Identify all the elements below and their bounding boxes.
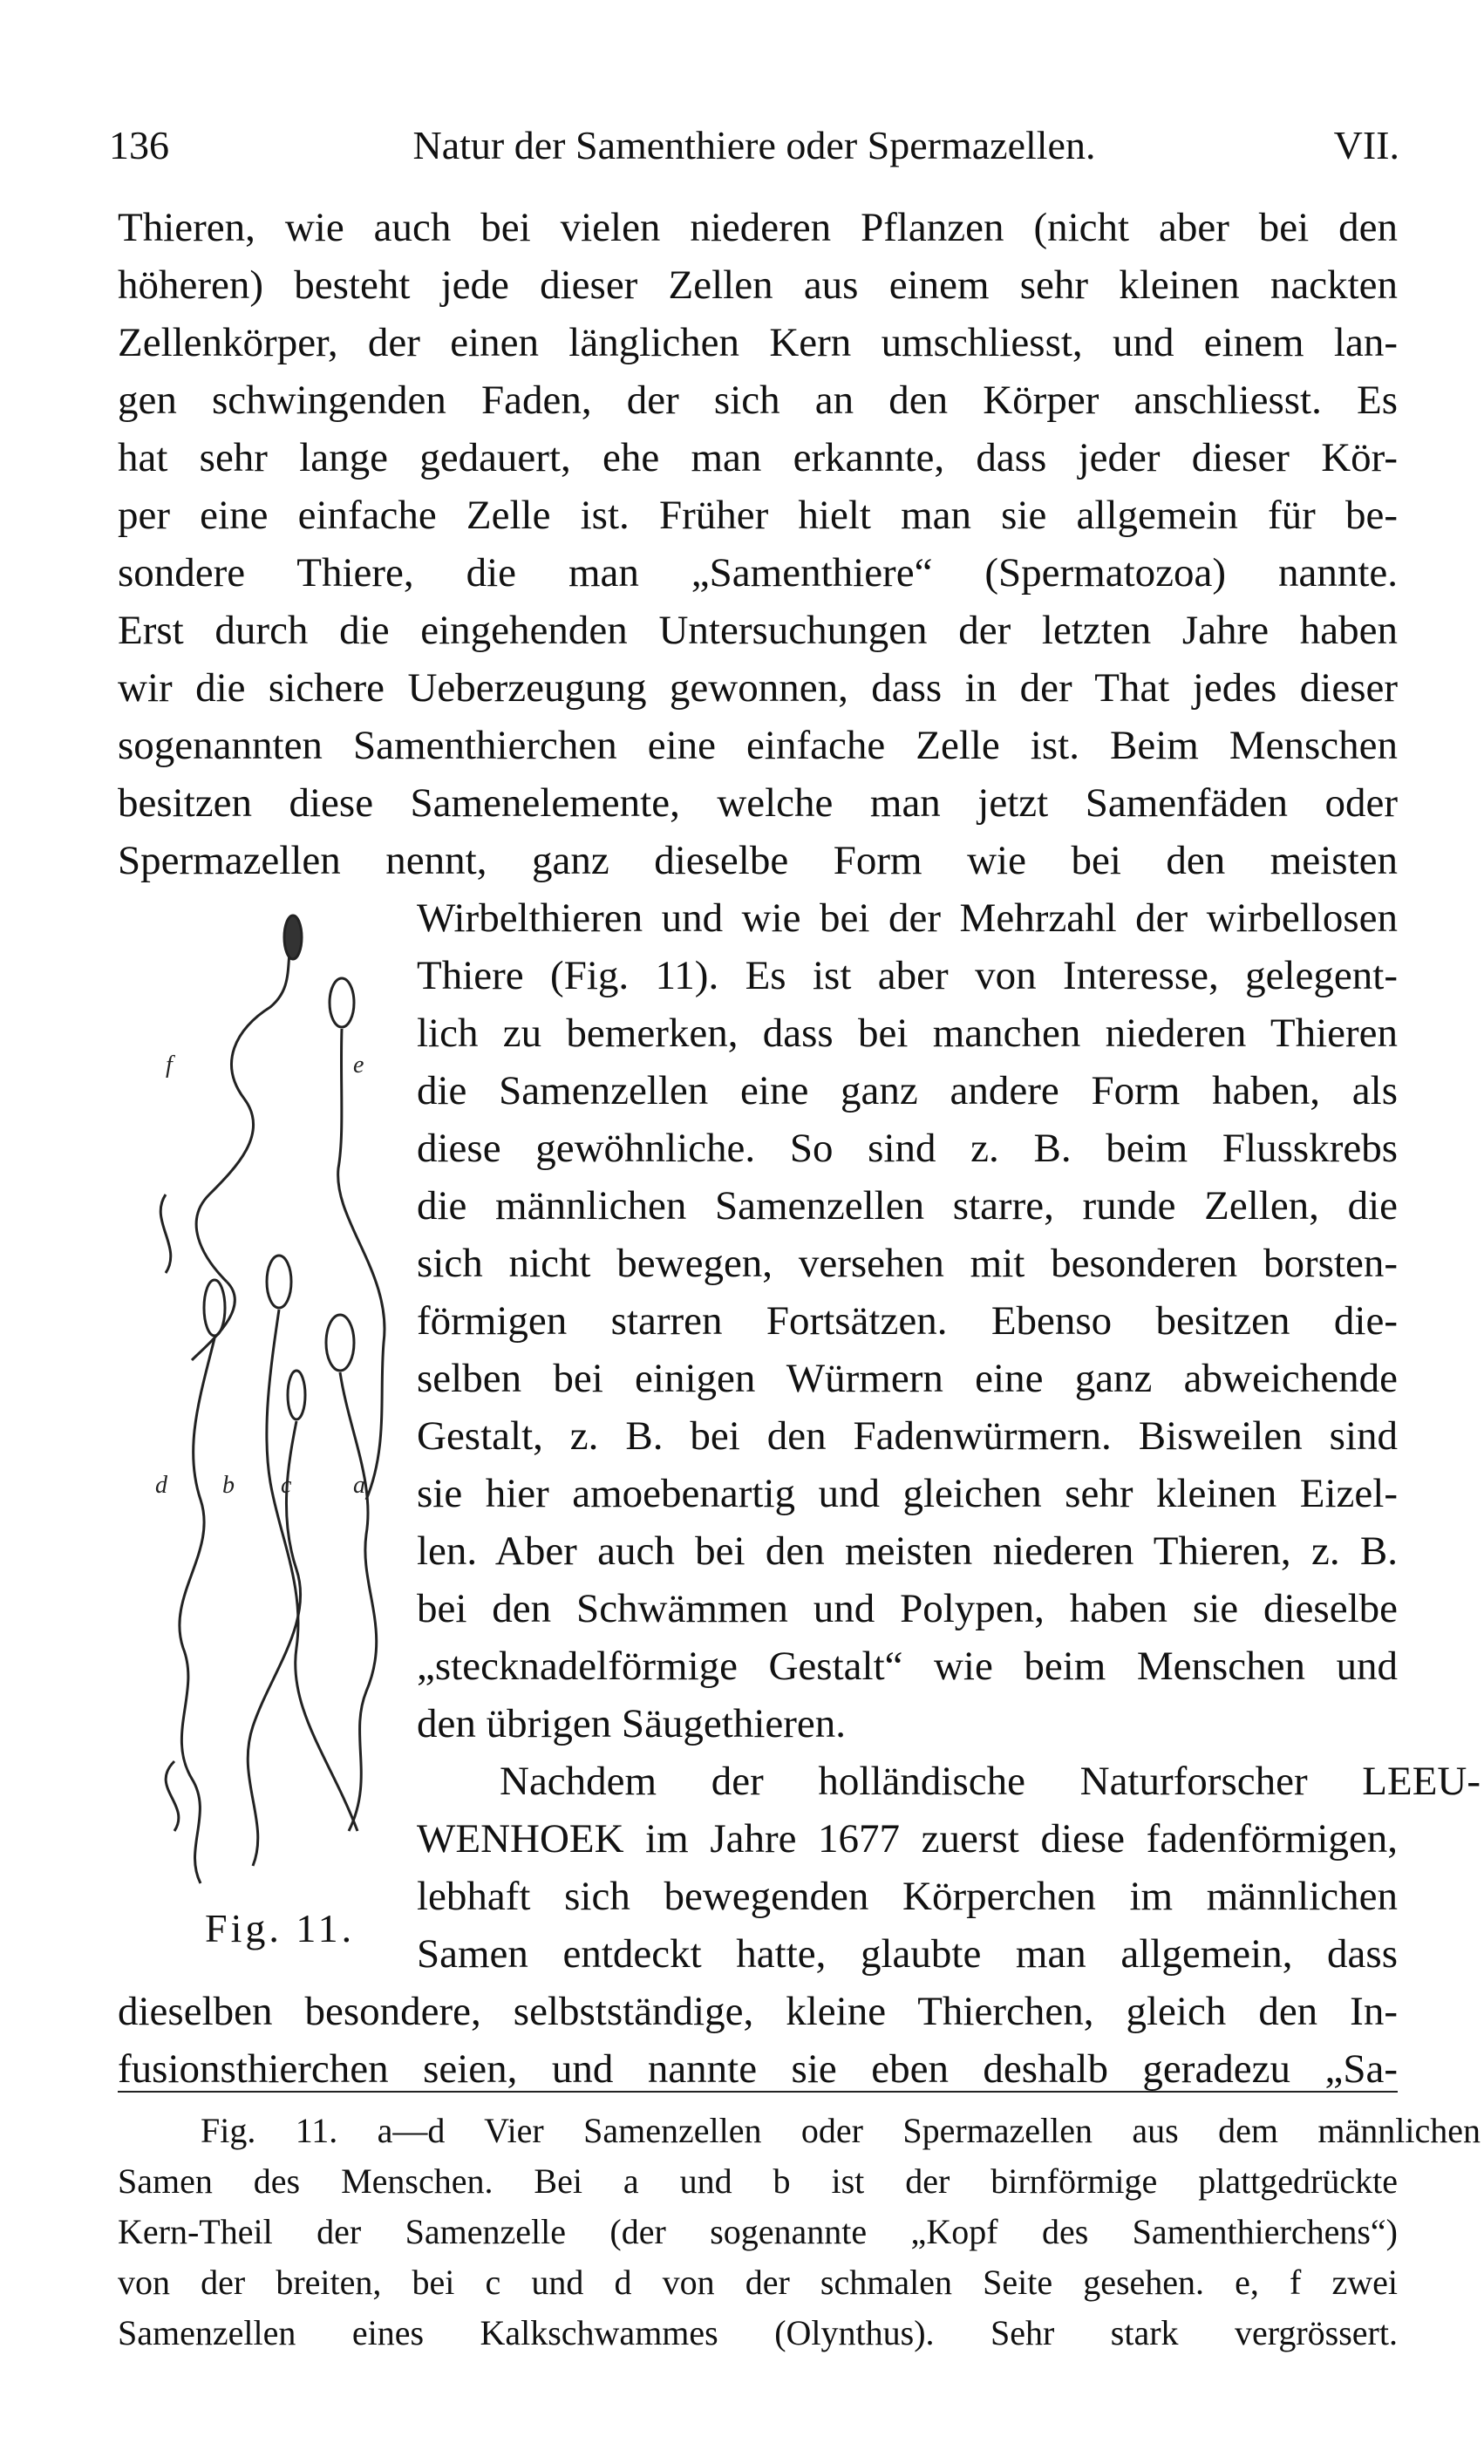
body-line: hat sehr lange gedauert, ehe man erkannte, dass jeder dieser Kör-: [118, 435, 1398, 480]
body-line: höheren) besteht jede dieser Zellen aus einem sehr kleinen nackten: [118, 262, 1398, 308]
body-line: diese gewöhnliche. So sind z. B. beim Flusskrebs: [417, 1126, 1398, 1171]
body-line: wir die sichere Ueberzeugung gewonnen, dass in der That jedes dieser: [118, 665, 1398, 711]
body-line: Zellenkörper, der einen länglichen Kern umschliesst, und einem lan-: [118, 320, 1398, 365]
chapter-number: VII.: [1333, 123, 1399, 167]
figure-letter-a: a: [353, 1472, 365, 1499]
body-line: besitzen diese Samenelemente, welche man jetzt Samenfäden oder: [118, 780, 1398, 826]
caption-line: Kern-Theil der Samenzelle (der sogenannte „Kopf des Samenthierchens“): [118, 2212, 1398, 2251]
figure-label: Fig. 11.: [205, 1906, 356, 1950]
caption-line: Samenzellen eines Kalkschwammes (Olynthus). Sehr stark vergrössert.: [118, 2313, 1398, 2352]
body-line: len. Aber auch bei den meisten niederen Thieren, z. B.: [417, 1528, 1398, 1574]
body-line: WENHOEK im Jahre 1677 zuerst diese fadenförmigen,: [417, 1816, 1398, 1862]
body-line: gen schwingenden Faden, der sich an den Körper anschliesst. Es: [118, 378, 1398, 423]
body-line: den übrigen Säugethieren.: [417, 1701, 847, 1746]
caption-line: Samen des Menschen. Bei a und b ist der birnförmige plattgedrückte: [118, 2161, 1398, 2201]
running-title: Natur der Samenthiere oder Spermazellen.: [412, 123, 1096, 167]
running-header: [109, 122, 1399, 174]
caption-line: von der breiten, bei c und d von der schmalen Seite gesehen. e, f zwei: [118, 2263, 1398, 2302]
body-line: Thiere (Fig. 11). Es ist aber von Interesse, gelegent-: [417, 953, 1398, 998]
body-line: fusionsthierchen seien, und nannte sie eben deshalb geradezu „Sa-: [118, 2046, 1398, 2092]
body-line: Spermazellen nennt, ganz dieselbe Form wie bei den meisten: [118, 838, 1398, 883]
body-line: Samen entdeckt hatte, glaubte man allgemein, dass: [417, 1931, 1398, 1977]
body-line: förmigen starren Fortsätzen. Ebenso besitzen die-: [417, 1298, 1398, 1344]
body-line: die Samenzellen eine ganz andere Form haben, als: [417, 1068, 1398, 1113]
body-line: Thieren, wie auch bei vielen niederen Pflanzen (nicht aber bei den: [118, 205, 1398, 250]
body-line: sondere Thiere, die man „Samenthiere“ (Spermatozoa) nannte.: [118, 550, 1398, 596]
figure-letter-f: f: [166, 1052, 173, 1079]
body-line: lebhaft sich bewegenden Körperchen im männlichen: [417, 1874, 1398, 1919]
figure-letter-c: c: [281, 1472, 292, 1499]
body-line: Gestalt, z. B. bei den Fadenwürmern. Bisweilen sind: [417, 1413, 1398, 1459]
spermatozoa-drawing: [131, 907, 410, 1927]
figure-letter-b: b: [222, 1472, 235, 1499]
body-line: sich nicht bewegen, versehen mit besonderen borsten-: [417, 1241, 1398, 1286]
caption-line: Fig. 11. a—d Vier Samenzellen oder Spermazellen aus dem männlichen: [201, 2111, 1481, 2150]
body-line: sie hier amoebenartig und gleichen sehr kleinen Eizel-: [417, 1471, 1398, 1516]
body-line: bei den Schwämmen und Polypen, haben sie dieselbe: [417, 1586, 1398, 1631]
figure-11-illustration: [131, 907, 410, 1927]
figure-letter-d: d: [155, 1472, 167, 1499]
body-line: sogenannten Samenthierchen eine einfache Zelle ist. Beim Menschen: [118, 723, 1398, 768]
body-line: Erst durch die eingehenden Untersuchungen der letzten Jahre haben: [118, 608, 1398, 653]
body-line: selben bei einigen Würmern eine ganz abweichende: [417, 1356, 1398, 1401]
body-line: die männlichen Samenzellen starre, runde Zellen, die: [417, 1183, 1398, 1229]
body-line: per eine einfache Zelle ist. Früher hielt man sie allgemein für be-: [118, 493, 1398, 538]
figure-letter-e: e: [353, 1052, 364, 1079]
body-line: lich zu bemerken, dass bei manchen niederen Thieren: [417, 1011, 1398, 1056]
footnote-divider: [118, 2091, 1398, 2093]
page-number: 136: [109, 123, 169, 167]
body-line: Nachdem der holländische Naturforscher LEEU-: [500, 1759, 1481, 1804]
body-line: Wirbelthieren und wie bei der Mehrzahl der wirbellosen: [417, 895, 1398, 941]
body-line: dieselben besondere, selbstständige, kleine Thierchen, gleich den In-: [118, 1989, 1398, 2034]
body-line: „stecknadelförmige Gestalt“ wie beim Menschen und: [417, 1644, 1398, 1689]
